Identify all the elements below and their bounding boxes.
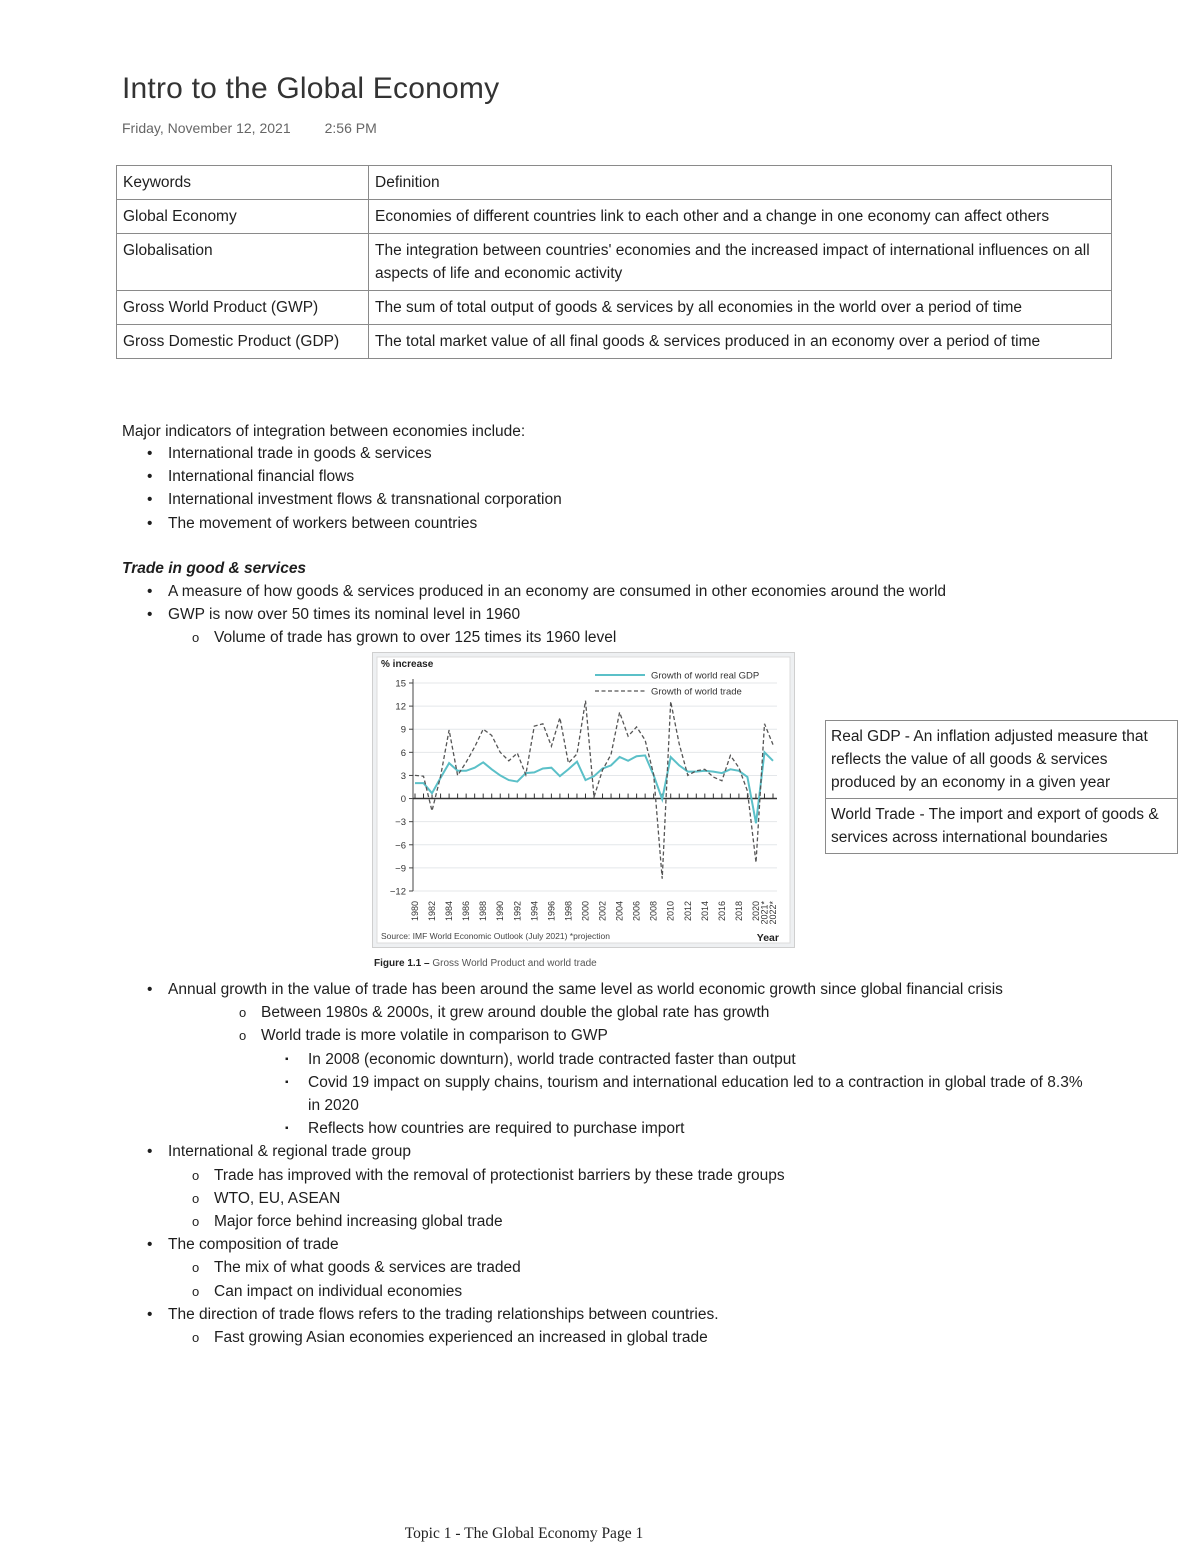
side-note-real-gdp: Real GDP - An inflation adjusted measure that reflects the value of all goods & services produced by an economy in a given year [826,721,1178,799]
list-item: o Volume of trade has grown to over 125 times its 1960 level [122,626,1122,649]
y-tick-label: −3 [395,817,406,829]
list-item: ▪ Reflects how countries are required to purchase import [122,1117,1122,1140]
list-item: ▪ Covid 19 impact on supply chains, tourism and international education led to a contraction in global trade of 8.3% in 2020 [122,1071,1088,1117]
table-cell-keyword: Gross Domestic Product (GDP) [117,325,369,359]
x-tick-label: 2022* [768,901,778,925]
x-tick-label: 2002 [597,901,608,922]
x-tick-label: 2012 [682,901,693,922]
table-cell-keyword: Gross World Product (GWP) [117,291,369,325]
x-tick-label: 1982 [427,901,438,922]
y-tick-label: −6 [395,840,406,852]
legend-label: Growth of world real GDP [651,670,760,682]
x-tick-label: 1998 [563,901,574,922]
x-tick-label: 1990 [495,901,506,922]
y-tick-label: 15 [395,678,406,690]
figure-caption [374,958,597,969]
table-row [117,291,1112,325]
side-notes-table [825,720,1178,854]
x-tick-label: 2010 [665,901,676,922]
table-row [117,325,1112,359]
list-item: o Major force behind increasing global trade [122,1210,1122,1233]
x-tick-label: 2020 [750,901,761,922]
side-note-row [826,721,1178,799]
figure-caption-label: Figure 1.1 – [374,958,430,969]
indicators-list-block [122,442,1122,535]
list-item: o World trade is more volatile in comparison to GWP [122,1024,1122,1047]
y-axis-label: % increase [381,659,434,670]
x-tick-label: 1996 [546,901,557,922]
table-header-definition: Definition [369,166,1112,200]
table-row [117,234,1112,291]
list-item: • The movement of workers between countries [122,512,1122,535]
y-tick-label: 9 [400,724,406,736]
chart-figure [372,652,795,948]
page-title: Intro to the Global Economy [122,72,500,105]
list-item: o Trade has improved with the removal of protectionist barriers by these trade groups [122,1164,1122,1187]
side-note-row [826,799,1178,854]
x-tick-label: 2014 [699,901,710,922]
x-tick-label: 1986 [461,901,472,922]
section-heading: Trade in good & services [122,560,307,577]
y-tick-label: 0 [400,794,406,806]
page-time: 2:56 PM [324,120,377,136]
figure-caption-text: Gross World Product and world trade [429,958,597,969]
table-cell-keyword: Global Economy [117,200,369,234]
keywords-table [116,165,1112,359]
x-tick-label: 1994 [529,901,540,922]
y-tick-label: −12 [389,886,406,898]
indicators-intro: Major indicators of integration between economies include: [122,423,526,440]
list-item: • International trade in goods & services [122,442,1122,465]
list-item: • The direction of trade flows refers to the trading relationships between countries. [122,1303,1122,1326]
x-tick-label: 2016 [716,901,727,922]
chart-panel [377,657,790,943]
list-item: • GWP is now over 50 times its nominal level in 1960 [122,603,1122,626]
list-item: o Fast growing Asian economies experienced an increased in global trade [122,1326,1122,1349]
list-item: • International investment flows & transnational corporation [122,488,1122,511]
legend-label: Growth of world trade [651,686,742,698]
y-tick-label: −9 [395,863,406,875]
table-cell-definition: Economies of different countries link to each other and a change in one economy can affect others [369,200,1112,234]
chart-source: Source: IMF World Economic Outlook (July 2021) *projection [381,931,610,941]
list-item: o WTO, EU, ASEAN [122,1187,1122,1210]
list-item: o Between 1980s & 2000s, it grew around double the global rate has growth [122,1001,1122,1024]
table-header-keywords: Keywords [117,166,369,200]
list-item: • The composition of trade [122,1233,1122,1256]
x-tick-label: 2008 [648,901,659,922]
gwp-trade-chart [373,653,794,947]
x-tick-label: 2006 [631,901,642,922]
x-tick-label: 1992 [512,901,523,922]
table-cell-definition: The integration between countries' economies and the increased impact of international influences on all aspects of life and economic activity [369,234,1112,291]
y-tick-label: 12 [395,701,406,713]
table-cell-definition: The sum of total output of goods & services by all economies in the world over a period of time [369,291,1112,325]
trade-section [122,557,1122,650]
notes-section [122,978,1122,1349]
list-item: o The mix of what goods & services are traded [122,1256,1122,1279]
table-cell-keyword: Globalisation [117,234,369,291]
x-tick-label: 2004 [614,901,625,922]
side-note-world-trade: World Trade - The import and export of goods & services across international boundaries [826,799,1178,854]
x-tick-label: 1984 [444,901,455,922]
table-header-row [117,166,1112,200]
page-date: Friday, November 12, 2021 [122,120,291,136]
x-tick-label: 1980 [410,901,420,922]
list-item: • International & regional trade group [122,1140,1122,1163]
y-tick-label: 3 [400,770,406,782]
x-axis-label: Year [756,932,779,944]
notes-list [122,978,1122,1349]
list-item: • A measure of how goods & services produced in an economy are consumed in other economies around the world [122,580,1122,603]
list-item: • International financial flows [122,465,1122,488]
x-tick-label: 2000 [580,901,591,922]
list-item: o Can impact on individual economies [122,1280,1122,1303]
list-item: • Annual growth in the value of trade has been around the same level as world economic growth since global financial crisis [122,978,1122,1001]
page-timestamp [122,120,377,136]
x-tick-label: 2021* [759,901,770,925]
table-row [117,200,1112,234]
y-tick-label: 6 [400,747,406,759]
trade-list [122,580,1122,650]
table-cell-definition: The total market value of all final goods & services produced in an economy over a period of time [369,325,1112,359]
x-tick-label: 2018 [733,901,744,922]
x-tick-label: 1988 [478,901,489,922]
indicators-list [122,442,1122,535]
list-item: ▪ In 2008 (economic downturn), world trade contracted faster than output [122,1048,1122,1071]
page-footer: Topic 1 - The Global Economy Page 1 [404,1525,644,1542]
